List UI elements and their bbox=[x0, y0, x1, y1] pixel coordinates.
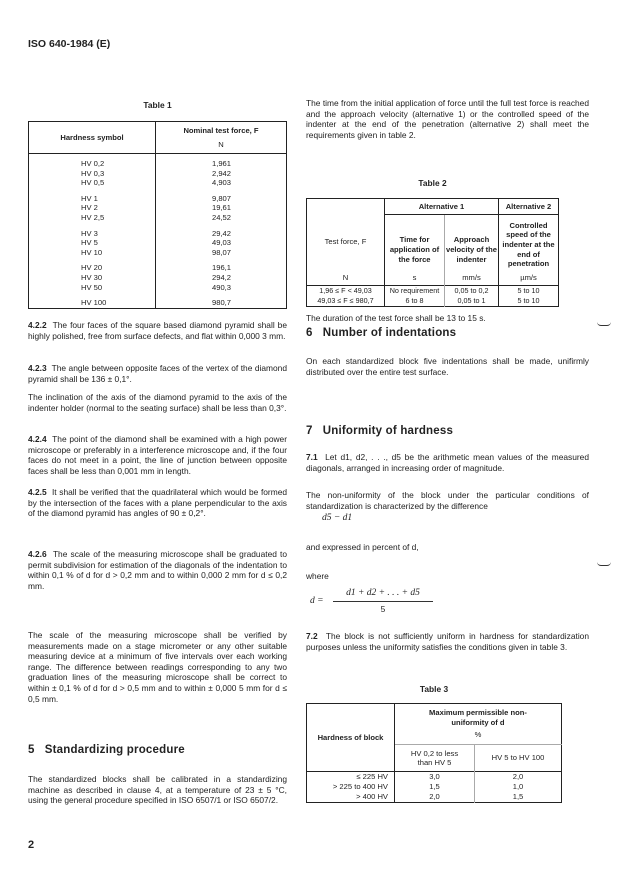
force-unit: N bbox=[218, 139, 224, 149]
table2-header-alt2: Alternative 2 bbox=[499, 199, 559, 215]
table2-title: Table 2 bbox=[418, 178, 447, 188]
table3-cell: > 400 HV bbox=[307, 792, 395, 802]
para-4-2-3 bbox=[28, 363, 287, 384]
table2-cell: 49,03 ≤ F ≤ 980,7 bbox=[307, 296, 385, 307]
hardness-symbol: HV 100 bbox=[29, 292, 156, 308]
table2 bbox=[306, 198, 559, 307]
para-where: where bbox=[306, 571, 329, 581]
speed-label: Controlled speed of the indenter at the end of penetration bbox=[502, 220, 555, 269]
table-row bbox=[29, 154, 287, 169]
nominal-force: 1,961 bbox=[212, 159, 232, 168]
clause-number: 4.2.5 bbox=[28, 487, 47, 497]
table-row bbox=[307, 782, 562, 792]
section-5-heading: 5 Standardizing procedure bbox=[28, 744, 185, 756]
table3-cell: 3,0 bbox=[395, 772, 475, 782]
hardness-symbol: HV 2,5 bbox=[29, 213, 156, 223]
table-row bbox=[307, 296, 559, 307]
table2-cell: 5 to 10 bbox=[517, 296, 540, 306]
nominal-force: 49,03 bbox=[212, 238, 232, 248]
table3-sub-high: HV 5 to HV 100 bbox=[491, 753, 545, 763]
formula-difference: d5 − d1 bbox=[322, 513, 353, 523]
hardness-symbol: HV 0,2 bbox=[29, 154, 156, 169]
table2-header-time bbox=[385, 214, 445, 285]
table3-cell: 1,5 bbox=[395, 782, 475, 792]
para-expressed: and expressed in percent of d, bbox=[306, 542, 419, 552]
para-7-1 bbox=[306, 452, 589, 473]
table-row bbox=[307, 285, 559, 296]
clause-number: 4.2.4 bbox=[28, 434, 47, 444]
clause-number: 7.1 bbox=[306, 452, 318, 462]
table-row bbox=[29, 169, 287, 179]
para-duration: The duration of the test force shall be 13 to 15 s. bbox=[306, 313, 486, 323]
nominal-force: 9,807 bbox=[212, 193, 232, 203]
margin-mark bbox=[597, 562, 611, 566]
clause-number: 7.2 bbox=[306, 631, 318, 641]
table1-header-symbol: Hardness symbol bbox=[29, 122, 156, 154]
table-row bbox=[29, 248, 287, 258]
table2-header-velocity bbox=[445, 214, 499, 285]
nominal-force: 4,903 bbox=[212, 178, 232, 188]
para-text: The scale of the measuring microscope shall be graduated to permit subdivision for estimation of the diagonals of the indentation to within 0,1 % of d for d > 0,2 mm and to within 0,000 2 mm for d ≤ 0,2 mm. bbox=[28, 549, 288, 591]
para-text: It shall be verified that the quadrilateral which would be formed by the intersection of the faces with a plane perpendicular to the axis of the diamond pyramid has angles of 90 ± 0,2°. bbox=[28, 487, 288, 519]
table-row bbox=[29, 292, 287, 308]
nominal-force: 980,7 bbox=[212, 298, 232, 308]
table3-cell: 2,0 bbox=[395, 792, 475, 802]
para-time: The time from the initial application of force until the full test force is reached and the approach velocity (alternative 1) or the controlled speed of the indenter at the end of the penetration (alternative 2) shall meet the requirements given in table 2. bbox=[306, 98, 589, 140]
table3-cell: 1,0 bbox=[512, 782, 524, 792]
hardness-symbol: HV 0,3 bbox=[29, 169, 156, 179]
hardness-symbol: HV 10 bbox=[29, 248, 156, 258]
table-row bbox=[29, 178, 287, 188]
nominal-force: 29,42 bbox=[212, 228, 232, 238]
table-row bbox=[29, 188, 287, 204]
table3-cell: > 225 to 400 HV bbox=[307, 782, 395, 792]
nominal-force: 490,3 bbox=[212, 282, 232, 292]
table3-title: Table 3 bbox=[419, 684, 449, 694]
table-row bbox=[29, 223, 287, 239]
para-text: The four faces of the square based diamond pyramid shall be highly polished, free from surface defects, and flat within 0,000 3 mm. bbox=[28, 320, 288, 341]
section-6-text: On each standardized block five indentations shall be made, unifirmly distributed over the entire test surface. bbox=[306, 356, 589, 377]
formula-mean-denominator: 5 bbox=[380, 604, 386, 614]
hardness-symbol: HV 2 bbox=[29, 203, 156, 213]
table2-cell: 0,05 to 1 bbox=[445, 296, 499, 307]
speed-unit: µm/s bbox=[520, 273, 537, 283]
nominal-force: 98,07 bbox=[212, 247, 232, 257]
table2-cell: 6 to 8 bbox=[385, 296, 445, 307]
table-row bbox=[29, 283, 287, 293]
table2-cell: 5 to 10 bbox=[517, 285, 540, 295]
table-row bbox=[29, 273, 287, 283]
time-label: Time for application of the force bbox=[389, 235, 440, 264]
para-text: The point of the diamond shall be examined with a high power microscope or preferably in a interference microscope and, if the four faces do not meet in a point, the line of junction between opposite faces shall be less than 0,001 mm in length. bbox=[28, 434, 287, 476]
table1-title: Table 1 bbox=[143, 100, 172, 110]
table2-cell: 1,96 ≤ F < 49,03 bbox=[307, 285, 385, 296]
force-unit: N bbox=[342, 273, 349, 283]
table3-cell: 2,0 bbox=[512, 772, 524, 782]
para-text: The angle between opposite faces of the vertex of the diamond pyramid shall be 136 ± 0,1°. bbox=[28, 363, 287, 384]
page-number: 2 bbox=[28, 839, 35, 851]
section-7-heading: 7 Uniformity of hardness bbox=[306, 425, 454, 437]
table-row bbox=[307, 772, 562, 782]
para-text: The block is not sufficiently uniform in hardness for standardization purposes unless the uniformity satisfies the conditions given in table 3. bbox=[306, 631, 589, 652]
nominal-force: 2,942 bbox=[212, 168, 232, 178]
para-nonuniformity: The non-uniformity of the block under the particular conditions of standardization is characterized by the difference bbox=[306, 490, 589, 511]
table3-cell: 1,5 bbox=[512, 792, 524, 802]
para-4-2-2 bbox=[28, 320, 287, 341]
table2-header-force bbox=[307, 199, 385, 286]
clause-number: 4.2.2 bbox=[28, 320, 47, 330]
time-unit: s bbox=[412, 273, 417, 283]
table-row bbox=[307, 792, 562, 802]
table-row bbox=[29, 257, 287, 273]
force-label: Nominal test force, F bbox=[183, 125, 259, 135]
table2-header-speed bbox=[499, 214, 559, 285]
hardness-symbol: HV 20 bbox=[29, 257, 156, 273]
document-header: ISO 640-1984 (E) bbox=[28, 38, 111, 50]
table-row bbox=[29, 238, 287, 248]
table2-cell: 0,05 to 0,2 bbox=[445, 285, 499, 296]
hardness-symbol: HV 5 bbox=[29, 238, 156, 248]
max-unit: % bbox=[474, 730, 482, 740]
para-4-2-6 bbox=[28, 549, 287, 591]
clause-number: 4.2.6 bbox=[28, 549, 47, 559]
para-4-2-5 bbox=[28, 487, 287, 519]
table3-sub-low: HV 0,2 to less than HV 5 bbox=[395, 745, 475, 772]
table3-cell: ≤ 225 HV bbox=[307, 772, 395, 782]
para-7-2 bbox=[306, 631, 589, 652]
section-6-heading: 6 Number of indentations bbox=[306, 327, 457, 339]
clause-number: 4.2.3 bbox=[28, 363, 47, 373]
velocity-unit: mm/s bbox=[462, 273, 481, 283]
max-label: Maximum permissible non-uniformity of d bbox=[429, 708, 527, 727]
table3-header-max bbox=[395, 704, 562, 745]
para-scale-verification: The scale of the measuring microscope shall be verified by measurements made on a stage micrometer or any other suitable measuring device at a minimum of five intervals over each working range. The difference between readings corresponding to any two graduation lines of the measuring microscope shall be correct to within ± 0,1 % of d for d > 0,5 mm and to within ± 0,000 5 mm for d ≤ 0,5 mm. bbox=[28, 630, 287, 704]
margin-mark bbox=[597, 322, 611, 326]
velocity-label: Approach velocity of the indenter bbox=[445, 235, 498, 264]
table3-header-hardness: Hardness of block bbox=[307, 704, 395, 772]
nominal-force: 19,61 bbox=[212, 203, 232, 213]
hardness-symbol: HV 30 bbox=[29, 273, 156, 283]
table3 bbox=[306, 703, 562, 803]
hardness-symbol: HV 1 bbox=[29, 188, 156, 204]
formula-mean-lhs: d = bbox=[310, 596, 324, 606]
formula-mean-numerator: d1 + d2 + . . . + d5 bbox=[333, 588, 433, 602]
para-4-2-4 bbox=[28, 434, 287, 476]
force-label: Test force, F bbox=[324, 237, 367, 247]
table-row bbox=[29, 213, 287, 223]
hardness-symbol: HV 0,5 bbox=[29, 178, 156, 188]
table2-cell: No requirement bbox=[385, 285, 445, 296]
hardness-symbol: HV 50 bbox=[29, 283, 156, 293]
table2-header-alt1: Alternative 1 bbox=[385, 199, 499, 215]
para-inclination: The inclination of the axis of the diamond pyramid to the axis of the indenter holder (normal to the seating surface) shall be less than 0,3°. bbox=[28, 392, 287, 413]
nominal-force: 196,1 bbox=[212, 263, 232, 273]
table1 bbox=[28, 121, 287, 309]
para-text: Let d1, d2, . . ., d5 be the arithmetic mean values of the measured diagonals, arranged in increasing order of magnitude. bbox=[306, 452, 589, 473]
table1-header-force bbox=[156, 122, 287, 154]
nominal-force: 24,52 bbox=[212, 212, 232, 222]
table-row bbox=[29, 203, 287, 213]
section-5-text: The standardized blocks shall be calibrated in a standardizing machine as described in clause 4, at a temperature of 23 ± 5 °C, using the general procedure specified in ISO 6507/1 or ISO 6507/2. bbox=[28, 774, 287, 806]
nominal-force: 294,2 bbox=[212, 272, 232, 282]
hardness-symbol: HV 3 bbox=[29, 223, 156, 239]
